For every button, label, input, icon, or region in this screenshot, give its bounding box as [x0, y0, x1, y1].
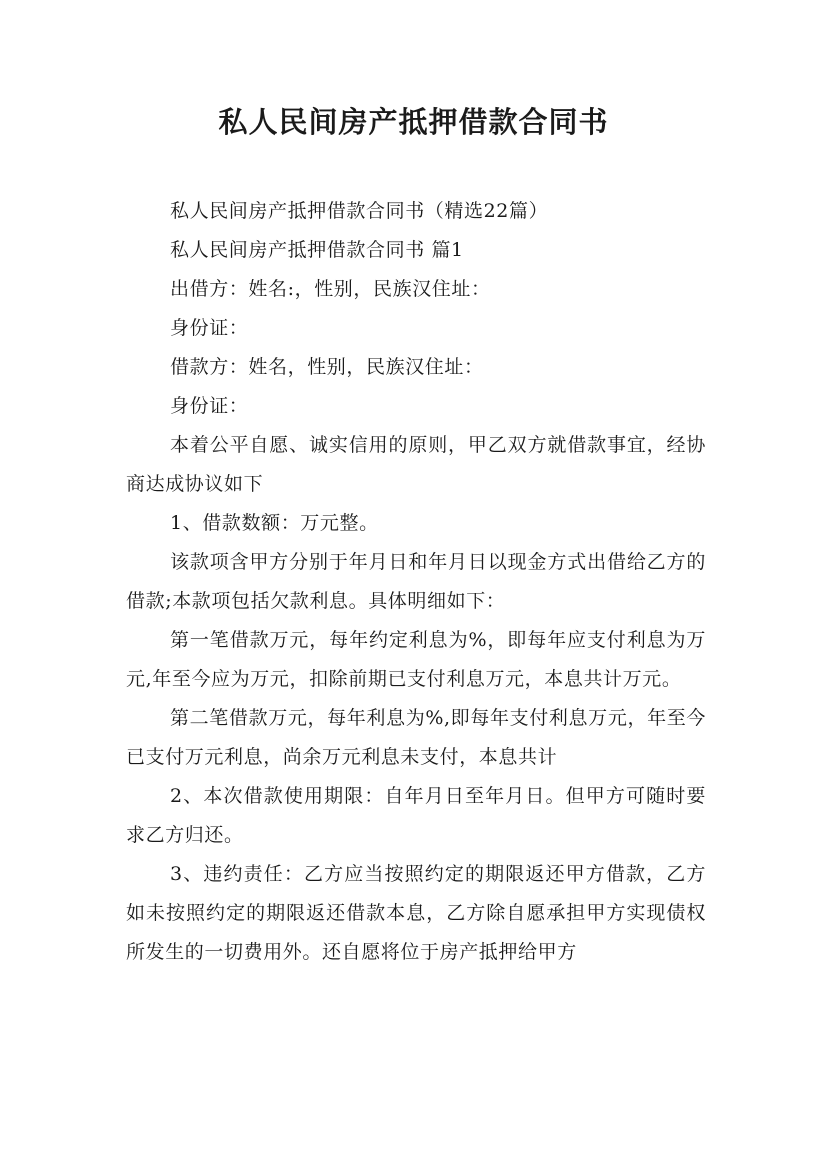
paragraph-preamble: 本着公平自愿、诚实信用的原则，甲乙双方就借款事宜，经协商达成协议如下: [126, 434, 706, 495]
paragraph-lender-id: 身份证：: [170, 317, 249, 339]
paragraph-section-heading: 私人民间房产抵押借款合同书 篇1: [170, 239, 464, 261]
paragraph-first-loan: 第一笔借款万元，每年约定利息为%，即每年应支付利息为万元,年至今应为万元，扣除前期已支付利息万元，本息共计万元。: [126, 629, 706, 690]
paragraph-clause-2: 2、本次借款使用期限：自年月日至年月日。但甲方可随时要求乙方归还。: [126, 785, 706, 846]
paragraph-borrower: 借款方：姓名，性别，民族汉住址：: [170, 356, 484, 378]
paragraph-clause-3: 3、违约责任：乙方应当按照约定的期限返还甲方借款，乙方如未按照约定的期限返还借款本息，乙方除自愿承担甲方实现债权所发生的一切费用外。还自愿将位于房产抵押给甲方: [126, 863, 706, 963]
paragraph-clause-1: 1、借款数额：万元整。: [170, 512, 379, 534]
paragraph-lender: 出借方：姓名:，性别，民族汉住址：: [170, 278, 491, 300]
paragraph-subtitle: 私人民间房产抵押借款合同书（精选22篇）: [170, 200, 549, 222]
paragraph-second-loan: 第二笔借款万元，每年利息为%,即每年支付利息万元，年至今已支付万元利息，尚余万元利息未支付，本息共计: [126, 707, 706, 768]
paragraph-borrower-id: 身份证：: [170, 395, 249, 417]
paragraph-loan-detail: 该款项含甲方分别于年月日和年月日以现金方式出借给乙方的借款;本款项包括欠款利息。具体明细如下：: [126, 551, 706, 612]
document-title: 私人民间房产抵押借款合同书: [218, 105, 609, 139]
document-body: [126, 192, 706, 972]
